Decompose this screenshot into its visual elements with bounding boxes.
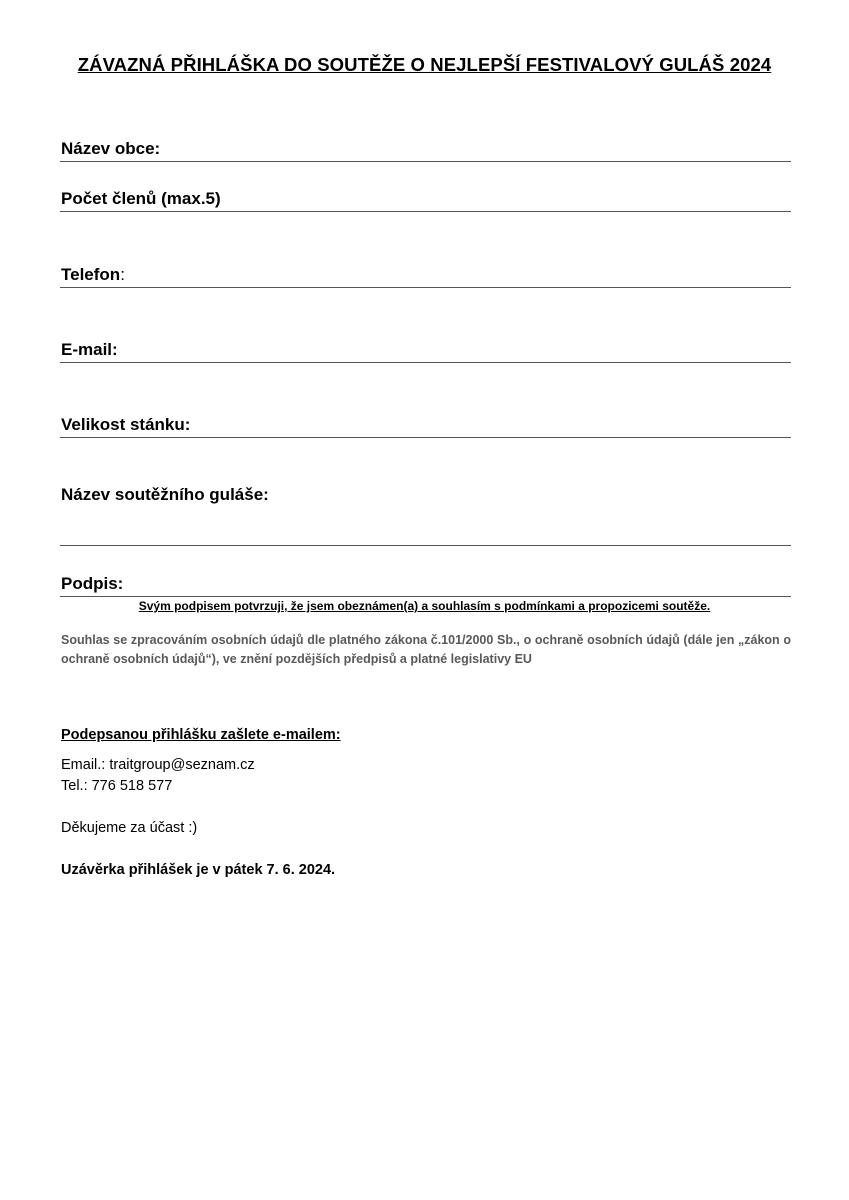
consent-confirmation: Svým podpisem potvrzuji, že jsem obeznámen(a) a souhlasím s podmínkami a propozicemi soutěže. (138, 599, 711, 613)
phone-field[interactable] (60, 254, 791, 288)
deadline-text: Uzávěrka přihlášek je v pátek 7. 6. 2024. (61, 862, 336, 878)
stand-size-field[interactable] (60, 404, 791, 438)
contact-email: Email.: traitgroup@seznam.cz (61, 757, 255, 773)
goulash-name-field[interactable] (60, 478, 791, 546)
page-title: ZÁVAZNÁ PŘIHLÁŠKA DO SOUTĚŽE O NEJLEPŠÍ FESTIVALOVÝ GULÁŠ 2024 (77, 54, 772, 75)
signature-field[interactable] (60, 562, 791, 597)
signature-label: Podpis: (61, 574, 124, 593)
municipality-field[interactable] (60, 128, 791, 162)
stand-size-label: Velikost stánku: (61, 415, 191, 434)
gdpr-consent-text: Souhlas se zpracováním osobních údajů dle platného zákona č.101/2000 Sb., o ochraně osobních údajů (dále jen „zákon o ochraně osobních údajů“), ve znění pozdějších předpisů a platné legislativy EU (61, 633, 791, 666)
thanks-text: Děkujeme za účast :) (61, 820, 198, 836)
members-count-field[interactable] (60, 178, 791, 212)
phone-label-colon: : (120, 265, 125, 284)
phone-label: Telefon (61, 265, 121, 284)
municipality-label: Název obce: (61, 139, 161, 158)
goulash-name-label: Název soutěžního guláše: (61, 485, 269, 504)
members-count-label: Počet členů (max.5) (61, 189, 221, 208)
email-field[interactable] (60, 329, 791, 363)
send-instructions-heading: Podepsanou přihlášku zašlete e-mailem: (61, 727, 341, 743)
email-label: E-mail: (61, 340, 118, 359)
phone-label-wrap (61, 265, 125, 285)
contact-phone: Tel.: 776 518 577 (61, 778, 173, 794)
